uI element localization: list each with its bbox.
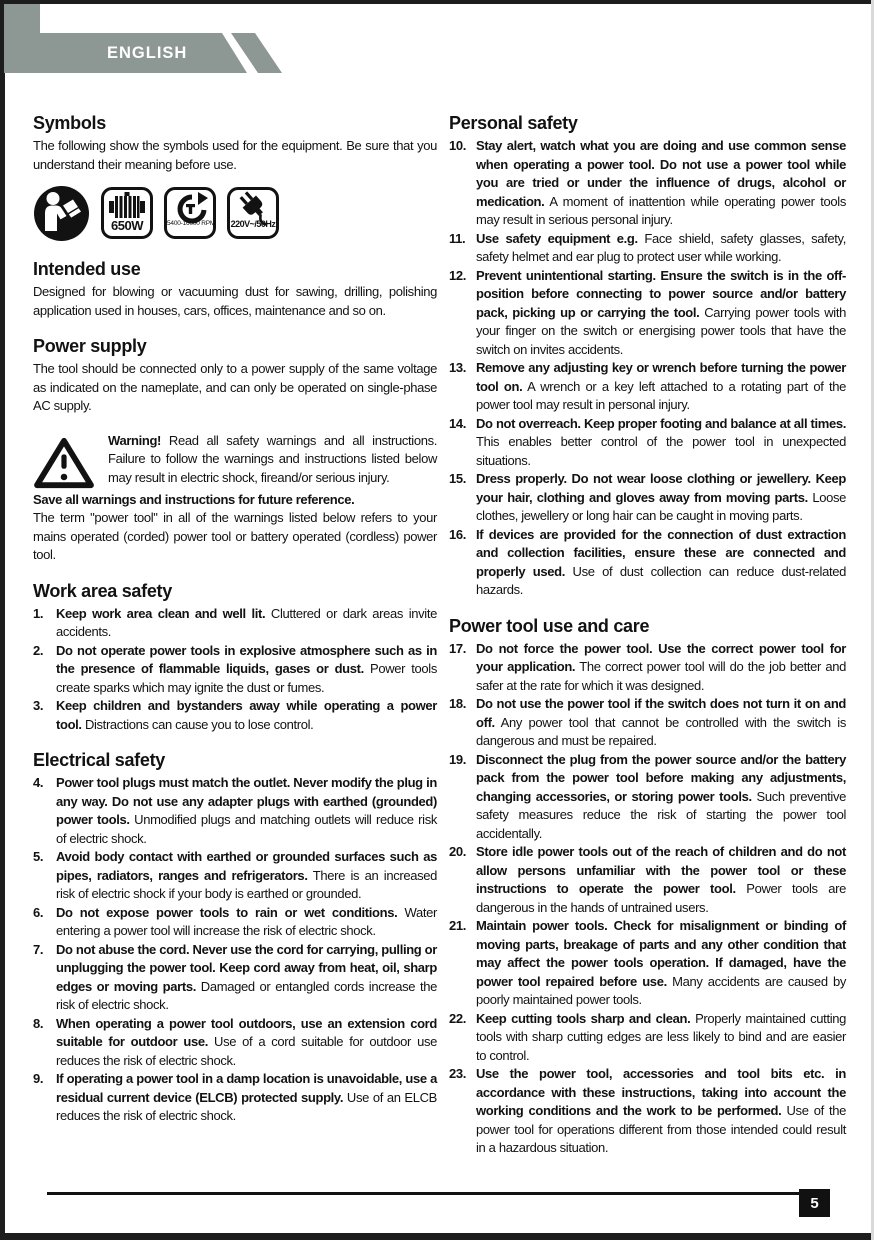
power-tool-term-paragraph: The term "power tool" in all of the warnings listed below refers to your mains operated (corded) power tool or battery operated (cordless) power tool. <box>33 510 437 562</box>
speed-badge <box>164 187 216 239</box>
scan-edge-bottom <box>0 1233 874 1240</box>
safety-rule-item: 2. Do not operate power tools in explosive atmosphere such as in the presence of flammable liquids, gases or dust. Power tools create sparks which may ignite the dust or fumes. <box>33 642 437 695</box>
speed-label: 5400-16000 RPM <box>167 219 216 227</box>
safety-rule-item: 21. Maintain power tools. Check for misalignment or binding of moving parts, breakage of parts and any other condition that may affect the power tools operation. If damaged, have the power tool repaired before use. Many accidents are caused by poorly maintained power tools. <box>449 918 847 1007</box>
wattage-label: 650W <box>111 217 143 233</box>
safety-rule-item: 14. Do not overreach. Keep proper footing and balance at all times. This enables better control of the power tool in unexpected situations. <box>449 415 846 468</box>
safety-rule-item: 11. Use safety equipment e.g. Face shield, safety glasses, safety, safety helmet and ear plug to protect user while working. <box>449 230 846 264</box>
power-tool-use-care-heading: Power tool use and care <box>449 615 650 636</box>
safety-rule-item: 9. If operating a power tool in a damp location is unavoidable, use a residual current device (ELCB) protected supply. Use of an ELCB reduces the risk of electric shock. <box>33 1071 437 1123</box>
section-work-area-safety <box>33 580 437 735</box>
voltage-label: 220V~/50Hz <box>230 218 276 229</box>
right-column <box>449 112 846 1158</box>
language-banner-shape <box>0 0 300 80</box>
section-electrical-safety <box>33 749 437 1126</box>
safety-rule-item: 18. Do not use the power tool if the switch does not turn it on and off. Any power tool that cannot be controlled with the switch is dangerous and must be repaired. <box>449 696 846 748</box>
left-column <box>33 112 437 1126</box>
save-warnings-line: Save all warnings and instructions for future reference. <box>33 491 355 507</box>
safety-rule-item: 8. When operating a power tool outdoors, use an extension cord suitable for outdoor use. Use of a cord suitable for outdoor use reduces the risk of electric shock. <box>33 1015 437 1068</box>
voltage-badge <box>227 187 279 239</box>
warning-label: Warning! <box>108 432 162 448</box>
personal-safety-list <box>449 137 846 600</box>
scan-edge-left <box>0 0 5 1240</box>
electrical-safety-heading: Electrical safety <box>33 750 165 770</box>
safety-rule-item: 4. Power tool plugs must match the outlet. Never modify the plug in any way. Do not use any adapter plugs with earthed (grounded) power tools. Unmodified plugs and matching outlets will reduce risk of electric shock. <box>33 775 437 846</box>
safety-rule-item: 5. Avoid body contact with earthed or grounded surfaces such as pipes, radiators, ranges and refrigerators. There is an increased risk of electric shock if your body is earthed or grounded. <box>33 849 437 901</box>
work-area-safety-heading: Work area safety <box>33 580 172 601</box>
intended-use-body: Designed for blowing or vacuuming dust for sawing, drilling, polishing application used in houses, cars, offices, maintenance and so on. <box>33 284 437 318</box>
power-supply-body: The tool should be connected only to a power supply of the same voltage as indicated on the nameplate, and can only be operated on single-phase AC supply. <box>33 361 437 413</box>
symbols-icon-row <box>33 183 437 243</box>
safety-rule-item: 15. Dress properly. Do not wear loose clothing or jewellery. Keep your hair, clothing and gloves away from moving parts. Loose clothes, jewellery or long hair can be caught in moving parts. <box>449 471 846 523</box>
electrical-safety-list <box>33 774 437 1126</box>
wattage-badge <box>101 187 153 239</box>
read-manual-icon <box>33 185 90 242</box>
safety-rule-item: 13. Remove any adjusting key or wrench before turning the power tool on. A wrench or a key left attached to a rotating part of the power tool may result in personal injury. <box>449 360 846 412</box>
symbols-heading: Symbols <box>33 113 106 133</box>
section-personal-safety <box>449 112 846 600</box>
language-tab: ENGLISH <box>107 44 188 62</box>
warning-body-text: Read all safety warnings and all instructions. Failure to follow the warnings and instructions listed below may result in electric shock, fireand/or serious injury. <box>108 432 437 485</box>
safety-rule-item: 16. If devices are provided for the connection of dust extraction and collection facilities, ensure these are connected and properly used. Use of dust collection can reduce dust-related hazards. <box>449 526 846 597</box>
intended-use-heading: Intended use <box>33 259 141 279</box>
safety-rule-item: 23. Use the power tool, accessories and tool bits etc. in accordance with these instructions, taking into account the working conditions and the work to be performed. Use of the power tool for operations different from those intended could result in a hazardous situation. <box>449 1066 846 1155</box>
personal-safety-heading: Personal safety <box>449 113 578 133</box>
symbols-description: The following show the symbols used for the equipment. Be sure that you understand their meaning before use. <box>33 138 437 172</box>
section-power-tool-use-care <box>449 615 846 1158</box>
warning-triangle-icon <box>33 436 95 490</box>
safety-rule-item: 10. Stay alert, watch what you are doing and use common sense when operating a power tool. Do not use a power tool while you are tried or under the influence of drugs, alcohol or medication. A moment of inattention while operating power tools may result in serious personal injury. <box>449 138 846 227</box>
page-number: 5 <box>810 1194 819 1212</box>
section-intended-use <box>33 258 437 320</box>
safety-rule-item: 3. Keep children and bystanders away while operating a power tool. Distractions can cause you to lose control. <box>33 698 437 732</box>
safety-rule-item: 19. Disconnect the plug from the power source and/or the battery pack from the power tool before making any adjustments, changing accessories, or storing power tools. Such preventive safety measures reduce the risk of starting the power tool accidentally. <box>449 751 846 841</box>
section-symbols <box>33 112 437 243</box>
safety-rule-item: 20. Store idle power tools out of the reach of children and do not allow persons unfamiliar with the power tool or these instructions to operate the power tool. Power tools are dangerous in the hands of untrained users. <box>449 844 846 915</box>
footer-rule <box>47 1192 799 1195</box>
safety-rule-item: 6. Do not expose power tools to rain or wet conditions. Water entering a power tool will increase the risk of electric shock. <box>33 904 437 938</box>
warning-block <box>33 432 437 490</box>
work-area-safety-list <box>33 605 437 735</box>
power-tool-use-care-list <box>449 640 846 1158</box>
page-number-badge <box>799 1189 830 1217</box>
safety-rule-item: 1. Keep work area clean and well lit. Cluttered or dark areas invite accidents. <box>33 605 437 639</box>
safety-rule-item: 22. Keep cutting tools sharp and clean. Properly maintained cutting tools with sharp cutting edges are less likely to bind and are easier to control. <box>449 1010 847 1063</box>
section-power-supply <box>33 335 437 416</box>
power-supply-heading: Power supply <box>33 336 147 356</box>
warning-text <box>108 432 437 488</box>
safety-rule-item: 17. Do not force the power tool. Use the correct power tool for your application. The correct power tool will do the job better and safer at the rate for which it was designed. <box>449 640 846 693</box>
safety-rule-item: 12. Prevent unintentional starting. Ensure the switch is in the off-position before connecting to power source and/or battery pack, picking up or carrying the tool. Carrying power tools with your finger on the switch or energising power tools that have the switch on invites accidents. <box>449 267 846 357</box>
safety-rule-item: 7. Do not abuse the cord. Never use the cord for carrying, pulling or unplugging the power tool. Keep cord away from heat, oil, sharp edges or moving parts. Damaged or entangled cords increase the risk of electric shock. <box>33 941 437 1012</box>
